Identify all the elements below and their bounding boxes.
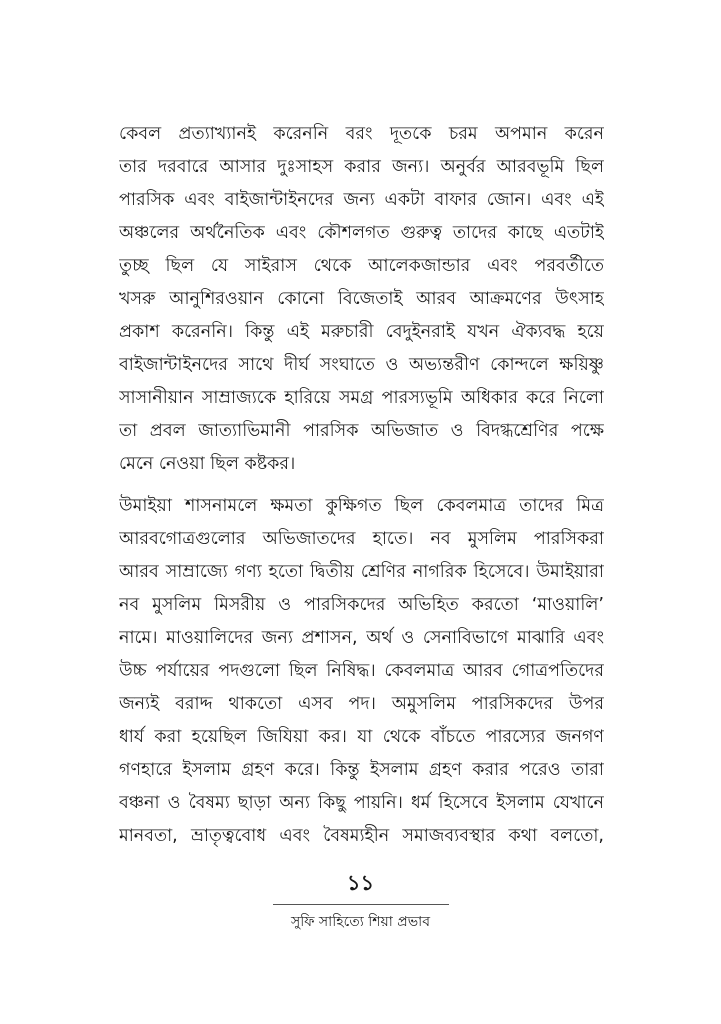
- text-line: অঞ্চলের অর্থনৈতিক এবং কৌশলগত গুরুত্ব তাদের কাছে এতটাই: [119, 223, 604, 243]
- text-line: ধার্য করা হয়েছিল জিযিয়া কর। যা থেকে বাঁচতে পারস্যের জনগণ: [119, 727, 604, 747]
- text-line: মানবতা, ভ্রাতৃত্ববোধ এবং বৈষম্যহীন সমাজব্যবস্থার কথা বলতো,: [119, 826, 604, 846]
- text-line: জন্যই বরাদ্দ থাকতো এসব পদ। অমুসলিম পারসিকদের উপর: [119, 694, 604, 714]
- text-line: গণহারে ইসলাম গ্রহণ করে। কিন্তু ইসলাম গ্রহণ করার পরেও তারা: [119, 760, 604, 780]
- page-number: ১১: [346, 871, 375, 895]
- text-line: কেবল প্রত্যাখ্যানই করেননি বরং দূতকে চরম অপমান করেন: [119, 124, 604, 144]
- text-line: প্রকাশ করেননি। কিন্তু এই মরুচারী বেদুইনরাই যখন ঐক্যবদ্ধ হয়ে: [119, 322, 604, 342]
- text-line: নব মুসলিম মিসরীয় ও পারসিকদের অভিহিত করতো ‘মাওয়ালি’: [119, 595, 604, 615]
- text-line: তার দরবারে আসার দুঃসাহস করার জন্য। অনুর্বর আরবভূমি ছিল: [119, 157, 604, 177]
- text-line: তুচ্ছ ছিল যে সাইরাস থেকে আলেকজান্ডার এবং পরবর্তীতে: [119, 256, 604, 276]
- text-line: মেনে নেওয়া ছিল কষ্টকর।: [119, 454, 296, 474]
- text-line: আরবগোত্রগুলোর অভিজাতদের হাতে। নব মুসলিম পারসিকরা: [119, 529, 604, 549]
- body-text: [119, 118, 604, 853]
- text-line: উচ্চ পর্যায়ের পদগুলো ছিল নিষিদ্ধ। কেবলমাত্র আরব গোত্রপতিদের: [119, 661, 604, 681]
- paragraph: [119, 490, 604, 853]
- text-line: উমাইয়া শাসনামলে ক্ষমতা কুক্ষিগত ছিল কেবলমাত্র তাদের মিত্র: [119, 496, 604, 516]
- text-line: বঞ্চনা ও বৈষম্য ছাড়া অন্য কিছু পায়নি। ধর্ম হিসেবে ইসলাম যেখানে: [119, 793, 604, 813]
- text-line: খসরু আনুশিরওয়ান কোনো বিজেতাই আরব আক্রমণের উৎসাহ: [119, 289, 604, 309]
- text-line: সাসানীয়ান সাম্রাজ্যকে হারিয়ে সমগ্র পারস্যভূমি অধিকার করে নিলো: [119, 388, 604, 408]
- running-title: সুফি সাহিত্যে শিয়া প্রভাব: [290, 914, 431, 930]
- text-line: বাইজান্টাইনদের সাথে দীর্ঘ সংঘাতে ও অভ্যন্তরীণ কোন্দলে ক্ষয়িষ্ণু: [119, 355, 604, 375]
- text-line: পারসিক এবং বাইজান্টাইনদের জন্য একটা বাফার জোন। এবং এই: [119, 190, 604, 210]
- footer-divider: [273, 904, 449, 905]
- text-line: নামে। মাওয়ালিদের জন্য প্রশাসন, অর্থ ও সেনাবিভাগে মাঝারি এবং: [119, 628, 604, 648]
- text-line: তা প্রবল জাত্যাভিমানী পারসিক অভিজাত ও বিদগ্ধশ্রেণির পক্ষে: [119, 421, 604, 441]
- paragraph: [119, 118, 604, 481]
- text-line: আরব সাম্রাজ্যে গণ্য হতো দ্বিতীয় শ্রেণির নাগরিক হিসেবে। উমাইয়ারা: [119, 562, 604, 582]
- page-footer: [0, 868, 721, 935]
